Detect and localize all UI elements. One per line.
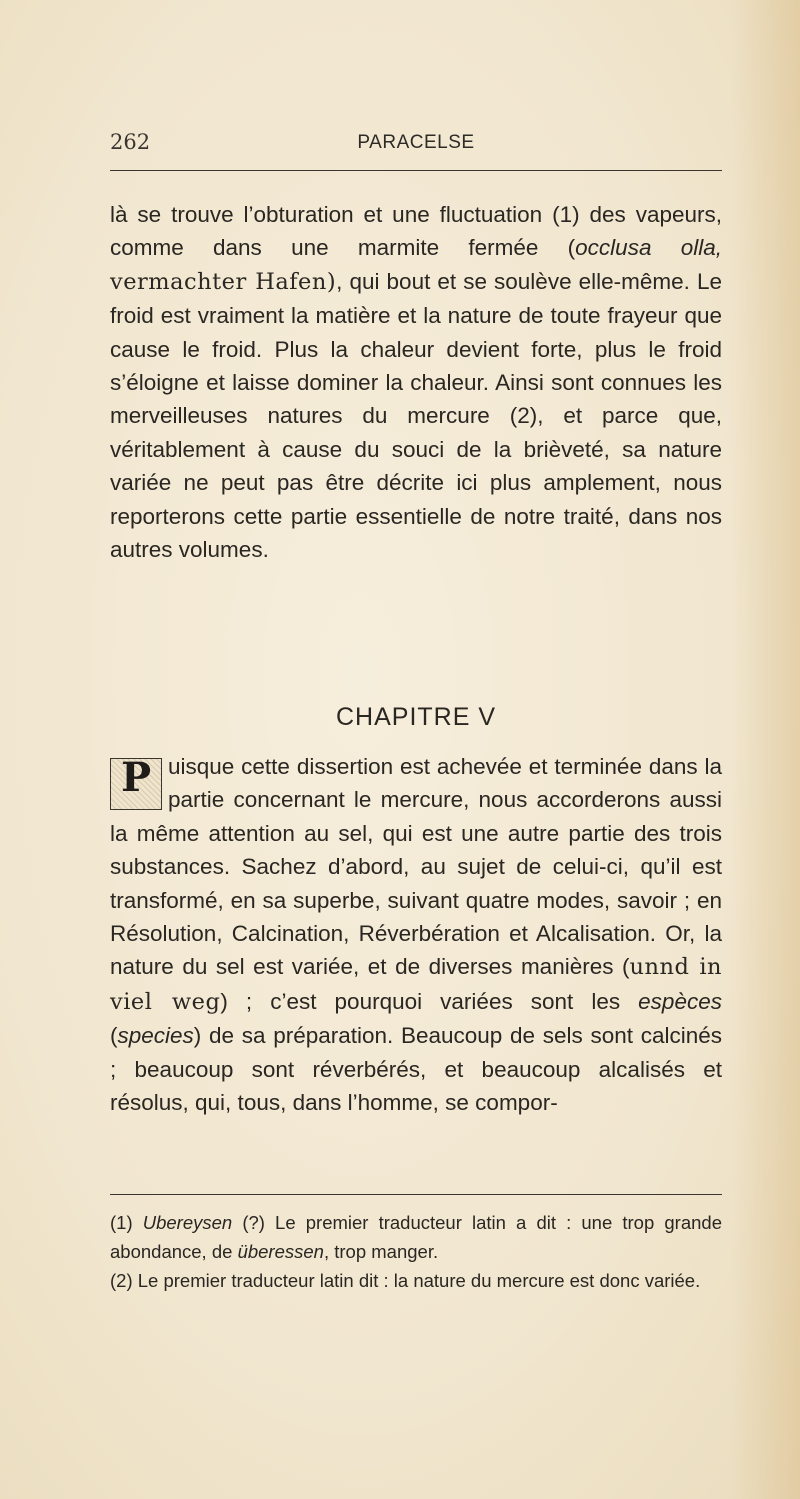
paragraph-2-text-a: uisque cette dissertion est achevée et terminée dans la partie concernant le mercure, nous accorderons aussi la même attention au sel, qui est une autre partie des trois substances. Sachez d’abord, au sujet de celui-ci, qu’il est transformé, en sa superbe, suivant quatre modes, savoir ; en Résolution, Calcination, Réverbération et Alcalisation. Or, la nature du sel est variée, et de diverses manières ( — [110, 754, 722, 980]
footnote-1 — [110, 1208, 722, 1266]
paragraph-1-text-a: là se trouve l’obturation et une fluctuation (1) des vapeurs, comme dans une marmite fermée ( — [110, 202, 722, 261]
term-species: species — [117, 1023, 194, 1049]
paragraph-1-text-d: , qui bout et se soulève elle-même. Le froid est vraiment la matière et la nature de toute frayeur que cause le froid. Plus la chaleur devient forte, plus le froid s’éloigne et laisse dominer la chaleur. Ainsi sont connues les merveilleuses natures du mercure (2), et parce que, véritablement à cause du souci de la brièveté, sa nature variée ne peut pas être décrite ici plus amplement, nous reporterons cette partie essentielle de notre traité, dans nos autres volumes. — [110, 268, 723, 563]
footnote-1-text-a: (?) Le premier traducteur latin a dit : une trop grande abondance, de — [110, 1212, 722, 1262]
footnote-1-text-b: , trop manger. — [323, 1241, 439, 1262]
german-term: vermachter Hafen) — [110, 268, 337, 295]
german-phrase: unnd in viel weg — [110, 954, 723, 1015]
body-paragraph-2 — [110, 750, 722, 1119]
page-edge-shadow — [730, 0, 800, 1499]
footnote-1-term-2: überessen — [237, 1241, 324, 1262]
dropcap-letter: P — [120, 754, 152, 801]
latin-term: occlusa olla, — [575, 235, 722, 261]
footnote-2: (2) Le premier traducteur latin dit : la nature du mercure est donc variée. — [110, 1270, 701, 1291]
paragraph-2-text-e: ( — [110, 1023, 118, 1049]
footnotes — [110, 1208, 722, 1295]
page-number: 262 — [110, 130, 151, 154]
paragraph-2-text-c: ) ; c’est pourquoi variées sont les — [220, 988, 639, 1014]
footnote-1-number: (1) — [110, 1212, 143, 1233]
footnote-rule — [110, 1194, 722, 1195]
page-header — [110, 130, 722, 160]
paragraph-2-text-g: ) de sa préparation. Beaucoup de sels sont calcinés ; beaucoup sont réverbérés, et beaucoup alcalisés et résolus, qui, tous, dans l’homme, se compor- — [110, 1023, 722, 1116]
header-rule — [110, 170, 722, 171]
body-paragraph-1 — [110, 198, 722, 566]
running-title: PARACELSE — [357, 132, 475, 153]
term-especes: espèces — [638, 988, 722, 1014]
dropcap-initial — [110, 754, 162, 810]
footnote-1-term: Ubereysen — [142, 1212, 233, 1233]
chapter-title: CHAPITRE V — [335, 703, 497, 731]
